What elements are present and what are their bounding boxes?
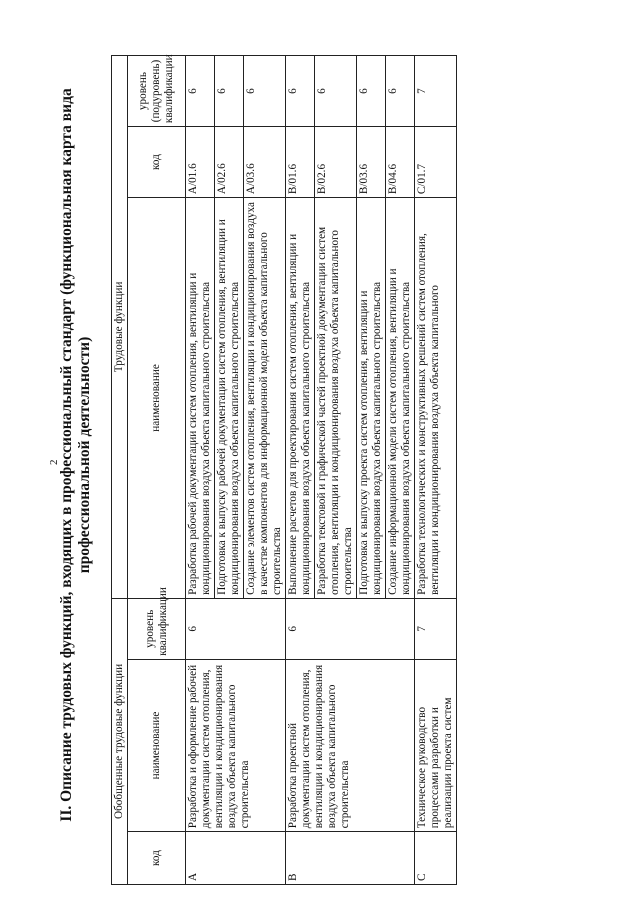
function-level: 6 (386, 56, 415, 127)
header-labor-code: код (128, 127, 186, 198)
header-name: наименование (128, 659, 186, 831)
function-level: 6 (315, 56, 357, 127)
function-name: Разработка рабочей документации систем отопления, вентиляции и кондиционирования воздуха объекта капитального строительства (186, 198, 215, 599)
function-level: 6 (357, 56, 386, 127)
function-level: 6 (244, 56, 286, 127)
group-name: Техническое руководство процессами разработки и реализации проекта систем (415, 659, 457, 831)
table-row (186, 56, 215, 885)
header-level: уровень квалификации (128, 598, 186, 659)
function-name: Создание элементов систем отопления, вентиляции и кондиционирования воздуха в качестве компонентов для информационной модели объекта капитального строительства (244, 198, 286, 599)
function-name: Подготовка к выпуску рабочей документации систем отопления, вентиляции и кондиционирования воздуха объекта капитального строительства (215, 198, 244, 599)
page-title (58, 35, 94, 875)
function-code: B/03.6 (357, 127, 386, 198)
group-code: B (286, 832, 415, 885)
function-name: Создание информационной модели систем отопления, вентиляции и кондиционирования воздуха объекта капитального строительства (386, 198, 415, 599)
header-labor-name: наименование (128, 198, 186, 599)
header-labor-level: уровень (подуровень) квалификации (128, 56, 186, 127)
function-code: B/01.6 (286, 127, 315, 198)
table-body (186, 56, 457, 885)
function-level: 6 (286, 56, 315, 127)
function-name: Разработка текстовой и графической частей проектной документации систем отопления, вентиляции и кондиционирования воздуха объекта капитального строительства (315, 198, 357, 599)
group-code: A (186, 832, 286, 885)
group-level: 6 (186, 598, 286, 659)
function-code: A/01.6 (186, 127, 215, 198)
function-code: A/02.6 (215, 127, 244, 198)
group-level: 7 (415, 598, 457, 659)
group-name: Разработка проектной документации систем отопления, вентиляции и кондиционирования воздуха объекта капитального строительства (286, 659, 415, 831)
function-name: Выполнение расчетов для проектирования систем отопления, вентиляции и кондиционирования воздуха объекта капитального строительства (286, 198, 315, 599)
group-level: 6 (286, 598, 415, 659)
rotated-page (48, 25, 640, 885)
header-labor: Трудовые функции (112, 56, 128, 599)
function-code: C/01.7 (415, 127, 457, 198)
function-level: 7 (415, 56, 457, 127)
function-code: A/03.6 (244, 127, 286, 198)
title-line-2: профессиональной деятельности) (76, 336, 93, 574)
function-name: Разработка технологических и конструктивных решений систем отопления, вентиляции и кондиционирования воздуха объекта капитального (415, 198, 457, 599)
table-row (415, 56, 457, 885)
page-number: 2 (48, 459, 60, 465)
table-row (286, 56, 315, 885)
title-line-1: II. Описание трудовых функций, входящих в профессиональный стандарт (функциональная карта вида (58, 88, 75, 822)
header-generalized: Обобщенные трудовые функции (112, 598, 128, 884)
group-code: C (415, 832, 457, 885)
function-name: Подготовка к выпуску проекта систем отопления, вентиляции и кондиционирования воздуха объекта капитального строительства (357, 198, 386, 599)
function-level: 6 (186, 56, 215, 127)
header-code: код (128, 832, 186, 885)
function-code: B/04.6 (386, 127, 415, 198)
group-name: Разработка и оформление рабочей документации систем отопления, вентиляции и кондиционирования воздуха объекта капитального строительства (186, 659, 286, 831)
functions-table (111, 55, 457, 885)
function-level: 6 (215, 56, 244, 127)
function-code: B/02.6 (315, 127, 357, 198)
